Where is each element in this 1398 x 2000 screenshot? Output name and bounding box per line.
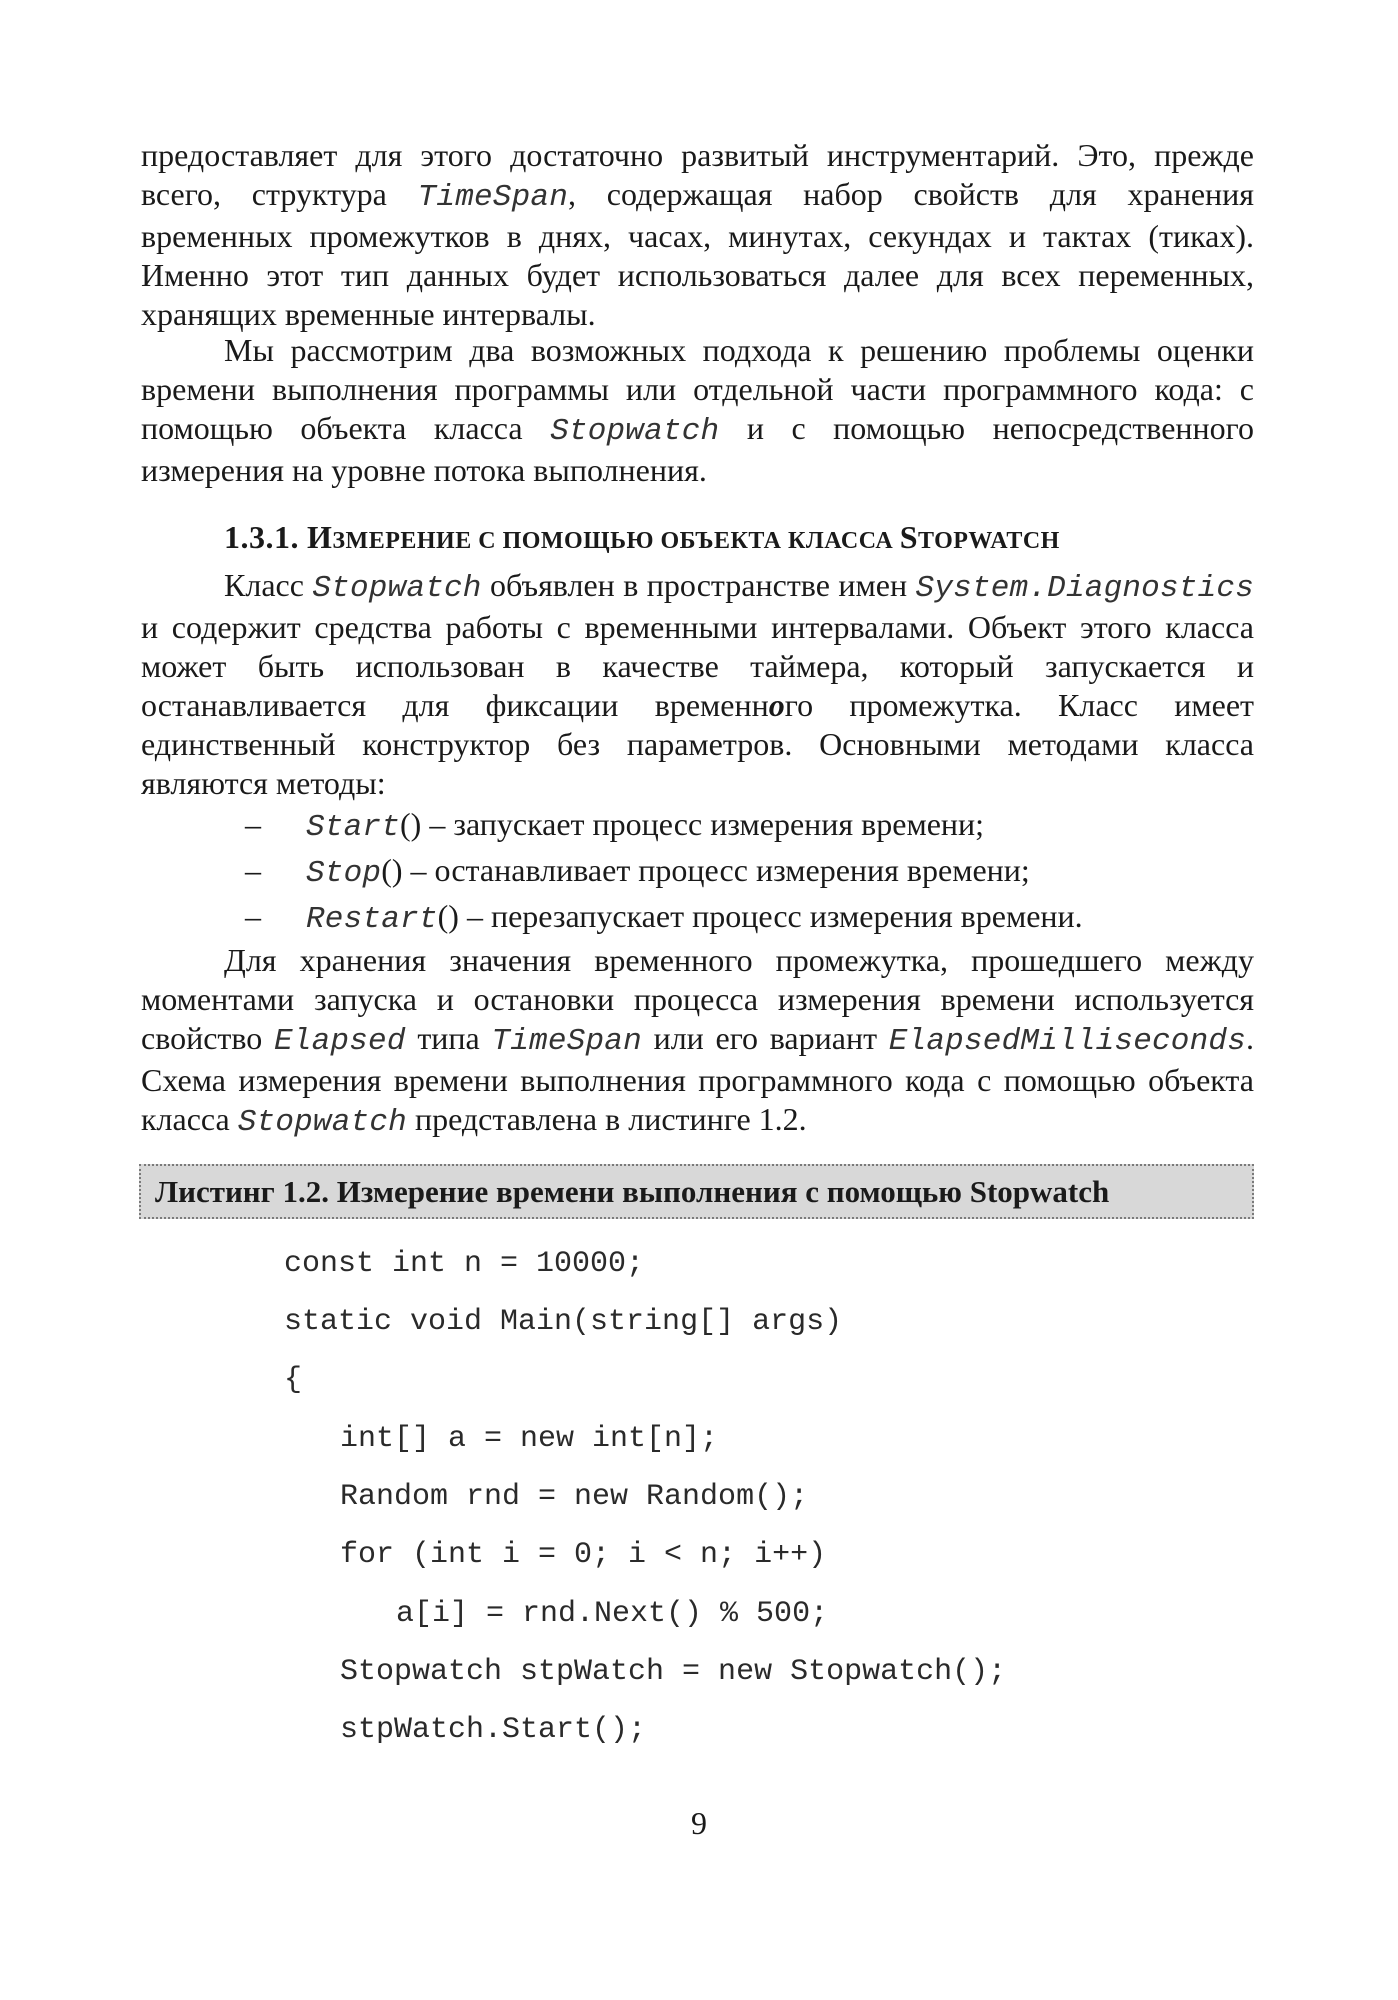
section-heading — [224, 517, 1254, 561]
stopwatch-term: Stopwatch — [550, 414, 720, 449]
elapsed-text-4: . Схема измерения времени выполнения программного кода с помощью объекта класса — [141, 1020, 1255, 1137]
elapsed-text-3: или его вариант — [641, 1020, 889, 1056]
intro-text-2: , содержащая набор свойств для хранения временных промежутков в днях, часах, минутах, секундах и тактах (тиках). Именно этот тип данных будет использоваться далее для всех переменных, хранящих временные интервалы. — [141, 176, 1255, 332]
method-paren: () — [381, 852, 403, 888]
code-line: for (int i = 0; i < n; i++) — [340, 1538, 827, 1572]
code-line: const int n = 10000; — [284, 1247, 645, 1281]
stopwatch-term: Stopwatch — [312, 571, 482, 606]
elapsed-text-2: типа — [405, 1020, 492, 1056]
class-desc-text-4: го промежутка. Класс имеет единственный конструктор без параметров. Основными методами класса являются методы: — [141, 687, 1254, 801]
section-number: 1.3.1. — [224, 519, 299, 555]
class-desc-emph-letter: н — [751, 687, 769, 723]
code-line: int[] a = new int[n]; — [340, 1422, 719, 1456]
class-desc-text-1: Класс — [224, 567, 313, 603]
class-desc-text-2: объявлен в пространстве имен — [481, 567, 916, 603]
class-desc-stress-letter: о — [768, 687, 785, 723]
approaches-text-2: и с помощью непосредственного измерения на уровне потока выполнения. — [141, 410, 1255, 488]
method-paren: () — [400, 806, 422, 842]
elapsed-text-1: Для хранения значения временного промежутка, прошедшего между моментами запуска и остановки процесса измерения времени используется свойство — [141, 942, 1254, 1056]
method-name: Restart — [306, 902, 438, 937]
intro-text-1: предоставляет для этого достаточно развитый инструментарий. Это, прежде всего, структура — [141, 137, 1254, 212]
method-desc: – запускает процесс измерения времени; — [421, 806, 985, 842]
code-line: a[i] = rnd.Next() % 500; — [396, 1597, 829, 1631]
approaches-paragraph — [141, 331, 1254, 490]
section-title-rest: ЗМЕРЕНИЕ С ПОМОЩЬЮ ОБЪЕКТА КЛАССА — [332, 528, 900, 554]
elapsed-term: Elapsed — [274, 1024, 406, 1059]
listing-caption-bar — [139, 1164, 1254, 1219]
intro-paragraph — [141, 136, 1254, 334]
list-dash: – — [245, 852, 261, 888]
section-title-initial: И — [307, 519, 333, 555]
section-title-word-rest: TOPWATCH — [918, 528, 1060, 554]
method-paren: () — [437, 898, 459, 934]
list-item — [141, 849, 1254, 895]
section-title-word-initial: S — [899, 519, 919, 555]
code-line: Random rnd = new Random(); — [340, 1480, 809, 1514]
list-dash: – — [245, 806, 261, 842]
method-name: Start — [306, 810, 401, 845]
method-desc: – останавливает процесс измерения времени; — [402, 852, 1030, 888]
namespace-term: System.Diagnostics — [915, 571, 1255, 606]
class-description-paragraph — [141, 566, 1254, 1142]
page-number: 9 — [691, 1805, 707, 1841]
list-item — [141, 895, 1254, 941]
method-desc: – перезапускает процесс измерения времени. — [458, 898, 1083, 934]
method-name: Stop — [306, 856, 382, 891]
approaches-text-1: Мы рассмотрим два возможных подхода к решению проблемы оценки времени выполнения программы или отдельной части программного кода: с помощью объекта класса — [141, 332, 1254, 446]
elapsed-text-5: представлена в листинге 1.2. — [406, 1101, 807, 1137]
stopwatch-term: Stopwatch — [237, 1105, 407, 1140]
code-line: Stopwatch stpWatch = new Stopwatch(); — [340, 1655, 1007, 1689]
listing-title: Листинг 1.2. Измерение времени выполнения с помощью Stopwatch — [155, 1174, 1110, 1209]
timespan-term: TimeSpan — [417, 180, 569, 215]
code-line: stpWatch.Start(); — [340, 1713, 647, 1747]
methods-list — [141, 803, 1254, 941]
code-line: { — [284, 1363, 303, 1397]
code-line: static void Main(string[] args) — [284, 1305, 843, 1339]
elapsed-ms-term: ElapsedMilliseconds — [888, 1024, 1247, 1059]
class-desc-text-3: и содержит средства работы с временными интервалами. Объект этого класса может быть использован в качестве таймера, который запускается и останавливается для фиксации времен — [141, 609, 1254, 723]
timespan-term: TimeSpan — [491, 1024, 642, 1059]
list-dash: – — [245, 898, 261, 934]
list-item — [141, 803, 1254, 849]
